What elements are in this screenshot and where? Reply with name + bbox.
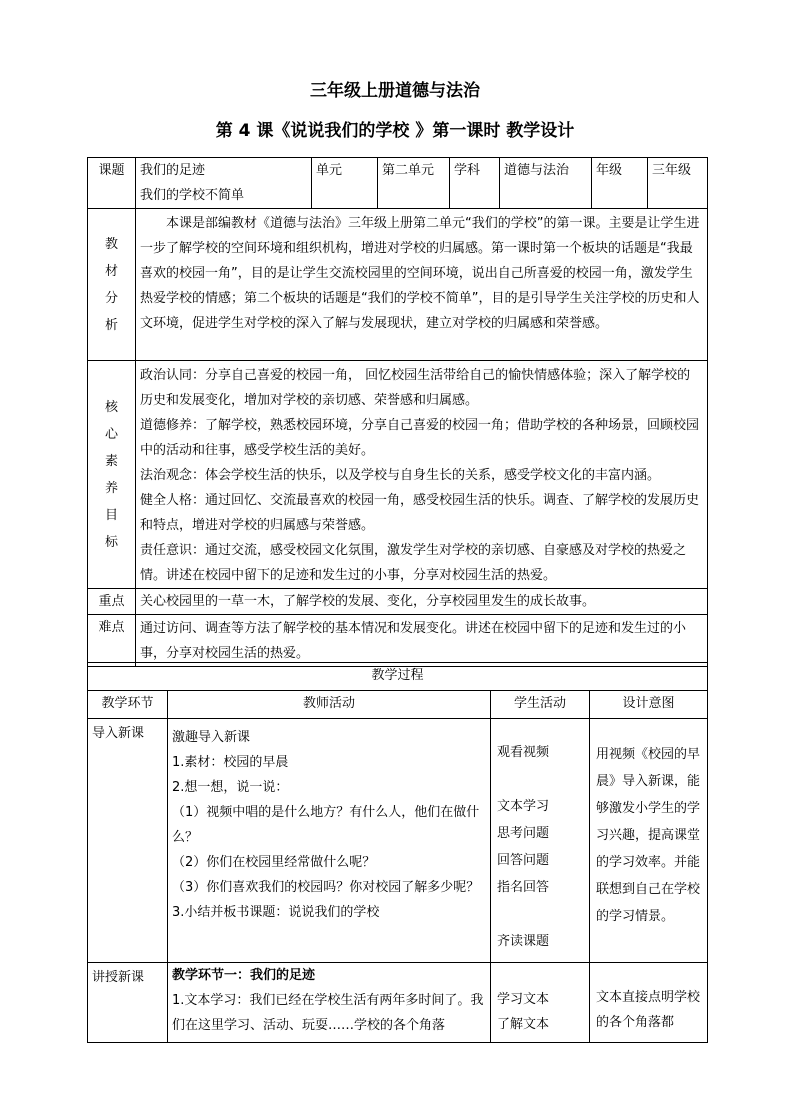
subject-label: 学科	[450, 158, 500, 209]
teacher-activity-new	[168, 963, 491, 1043]
teacher-line: （1）视频中唱的是什么地方？有什么人，他们在做什么？	[172, 805, 480, 845]
analysis-label	[88, 209, 136, 361]
goal-personality: 健全人格：通过回忆、交流最喜欢的校园一角，感受校园生活的快乐。调查、了解学校的发展历史和特点，增进对学校的归属感与荣誉感。	[140, 493, 700, 533]
unit-label: 单元	[312, 158, 378, 209]
teacher-line: （3）你们喜欢我们的校园吗？你对校园了解多少呢？	[172, 880, 480, 895]
student-line: 文本学习	[497, 799, 550, 814]
document-title: 三年级上册道德与法治	[310, 81, 480, 101]
student-activity-intro	[491, 719, 590, 963]
student-line: 了解文本	[497, 1017, 550, 1032]
student-line	[497, 901, 585, 928]
student-line: 思考问题	[497, 826, 550, 841]
teaching-process-table	[87, 662, 708, 1043]
teacher-line: 1.文本学习：我们已经在学校生活有两年多时间了。我们在这里学习、活动、玩耍……学校的各个角落	[172, 993, 484, 1033]
intent-new: 文本直接点明学校的各个角落都	[590, 963, 708, 1043]
process-title: 教学过程	[88, 663, 708, 691]
intent-intro: 用视频《校园的早晨》导入新课，能够激发小学生的学习兴趣，提高课堂的学习效率。并能联想到自己在学校的学习情景。	[590, 719, 708, 963]
teacher-line: 1.素材：校园的早晨	[172, 755, 289, 770]
student-line	[497, 766, 585, 793]
header-teacher: 教师活动	[168, 691, 491, 719]
lesson-info-table	[87, 157, 708, 667]
subject-value: 道德与法治	[500, 158, 592, 209]
student-line: 观看视频	[497, 745, 550, 760]
header-intent: 设计意图	[590, 691, 708, 719]
analysis-label-line: 教 材	[104, 236, 130, 279]
student-line: 学习文本	[497, 992, 550, 1007]
student-line: 指名回答	[497, 880, 550, 895]
document-subtitle: 第 4 课《说说我们的学校 》第一课时 教学设计	[215, 121, 575, 141]
header-stage: 教学环节	[88, 691, 168, 719]
grade-value: 三年级	[648, 158, 708, 209]
difficulty-text: 通过访问、调查等方法了解学校的基本情况和发展变化。讲述在校园中留下的足迹和发生过的小事，分享对校园生活的热爱。	[136, 615, 708, 667]
topic-value: 我们的足迹 我们的学校不简单	[136, 158, 312, 209]
grade-label: 年级	[592, 158, 648, 209]
literacy-label-line: 核 心	[104, 399, 130, 442]
key-point-text: 关心校园里的一草一木，了解学校的发展、变化，分享校园里发生的成长故事。	[136, 589, 708, 615]
student-line: 齐读课题	[497, 934, 550, 949]
literacy-label-line: 素 养	[104, 453, 130, 496]
teacher-activity-intro	[168, 719, 491, 963]
stage-new-lesson: 讲授新课	[88, 963, 168, 1043]
teacher-line: （2）你们在校园里经常做什么呢？	[172, 855, 376, 870]
goal-political: 政治认同：分享自己喜爱的校园一角， 回忆校园生活带给自己的愉快情感体验；深入了解学校的历史和发展变化，增加对学校的亲切感、荣誉感和归属感。	[140, 368, 691, 408]
header-student: 学生活动	[491, 691, 590, 719]
stage-intro: 导入新课	[88, 719, 168, 963]
goal-law: 法治观念：体会学校生活的快乐，以及学校与自身生长的关系，感受学校文化的丰富内涵。	[140, 468, 661, 483]
topic-label: 课题	[88, 158, 136, 209]
teacher-section-heading: 教学环节一：我们的足迹	[172, 968, 316, 983]
analysis-label-line: 分 析	[104, 290, 130, 333]
teacher-line: 激趣导入新课	[172, 730, 251, 745]
literacy-label	[88, 361, 136, 589]
goal-responsibility: 责任意识：通过交流，感受校园文化氛围，激发学生对学校的亲切感、自豪感及对学校的热爱之情。讲述在校园中留下的足迹和发生过的小事，分享对校园生活的热爱。	[140, 543, 687, 583]
student-line: 回答问题	[497, 853, 550, 868]
literacy-goals	[136, 361, 708, 589]
unit-value: 第二单元	[378, 158, 450, 209]
difficulty-label: 难点	[88, 615, 136, 667]
literacy-label-line: 目 标	[104, 507, 130, 550]
teacher-line: 3.小结并板书课题：说说我们的学校	[172, 905, 380, 920]
student-activity-new	[491, 963, 590, 1043]
goal-moral: 道德修养：了解学校，熟悉校园环境，分享自己喜爱的校园一角；借助学校的各种场景，回顾校园中的活动和往事，感受学校生活的美好。	[140, 418, 700, 458]
analysis-text: 本课是部编教材《道德与法治》三年级上册第二单元“我们的学校”的第一课。主要是让学生进一步了解学校的空间环境和组织机构，增进对学校的归属感。第一课时第一个板块的话题是“我最喜欢的校园一角”，目的是让学生交流校园里的空间环境，说出自己所喜爱的校园一角，激发学生热爱学校的情感；第二个板块的话题是“我们的学校不简单”，目的是引导学生关注学校的历史和人文环境，促进学生对学校的深入了解与发展现状，建立对学校的归属感和荣誉感。	[136, 209, 708, 361]
key-point-label: 重点	[88, 589, 136, 615]
teacher-line: 2.想一想，说一说：	[172, 780, 289, 795]
